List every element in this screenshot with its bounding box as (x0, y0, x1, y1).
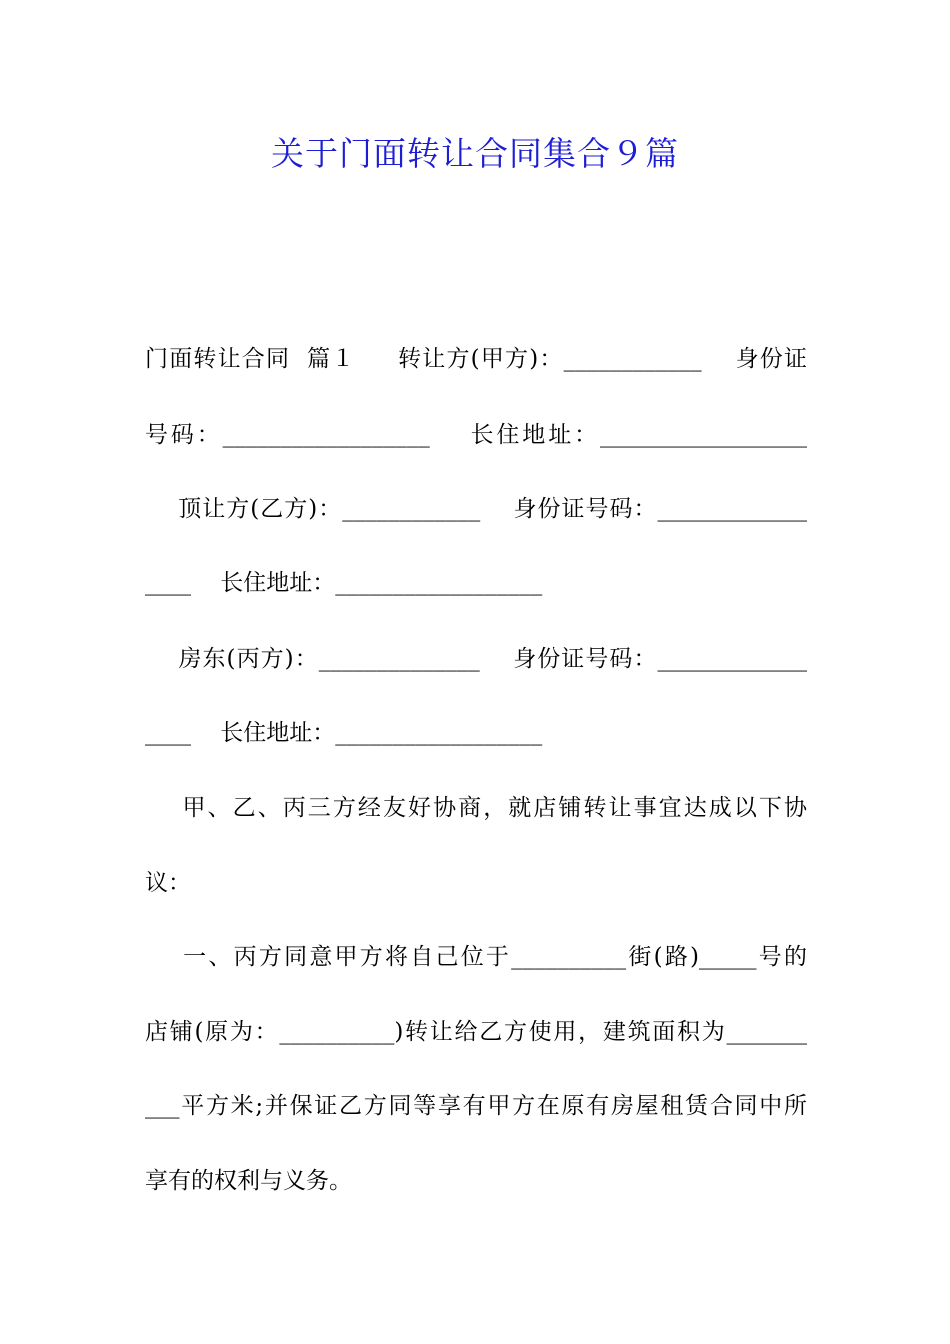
text-line-3: 顶让方(乙方)：____________ 身份证号码：_____________ (145, 496, 807, 522)
text-line-7: 甲、乙、丙三方经友好协商，就店铺转让事宜达成以下协 (145, 795, 807, 821)
text-line-5: 房东(丙方)：______________ 身份证号码：_____________ (145, 646, 807, 672)
text-line-9: 一、丙方同意甲方将自己位于__________街(路)_____号的 (145, 944, 807, 970)
text-line-2: 号码：__________________ 长住地址：__________________ (145, 422, 807, 448)
text-line-12: 享有的权利与义务。 (145, 1168, 352, 1194)
text-line-1: 门面转让合同 篇１ 转让方(甲方)：____________ 身份证 (145, 346, 807, 372)
text-line-4: ____ 长住地址：__________________ (145, 570, 543, 596)
text-line-11: ___平方米;并保证乙方同等享有甲方在原有房屋租赁合同中所 (145, 1093, 807, 1119)
text-line-6: ____ 长住地址：__________________ (145, 720, 543, 746)
text-line-10: 店铺(原为：__________)转让给乙方使用，建筑面积为_______ (145, 1019, 807, 1045)
text-line-8: 议： (145, 870, 191, 896)
document-title: 关于门面转让合同集合９篇 (271, 134, 679, 173)
